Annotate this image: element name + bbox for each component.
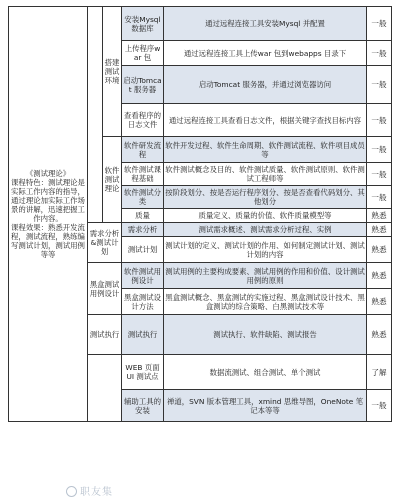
sub-topic: 质量 xyxy=(122,209,164,223)
sub-topic: 测试执行 xyxy=(122,315,164,355)
level-cell: 一般 xyxy=(367,186,392,209)
sub-topic: 安装Mysql数据库 xyxy=(122,7,164,41)
level-cell: 熟悉 xyxy=(367,315,392,355)
course-features: 课程特色：测试理论是实际工作内容的指导，通过理论加实际工作场景的讲解，迅速把握工作内容。 xyxy=(11,178,85,223)
topic-content: 通过远程连接工具查看日志文件，根据关键字查找目标内容 xyxy=(164,104,367,137)
topic-content: 质量定义、质量的价值、软件质量模型等 xyxy=(164,209,367,223)
sub-topic: 启动Tomcat 服务器 xyxy=(122,66,164,104)
sub-topic: 辅助工具的安装 xyxy=(122,390,164,422)
level-cell: 一般 xyxy=(367,390,392,422)
group-blackbox: 黑盒测试用例设计 xyxy=(88,263,122,315)
topic-content: 测试计划的定义、测试计划的作用、如何制定测试计划、测试计划的内容 xyxy=(164,237,367,263)
topic-content: 启动Tomcat 服务器，并通过浏览器访问 xyxy=(164,66,367,104)
sub-topic: 查看程序的日志文件 xyxy=(122,104,164,137)
topic-content: 黑盒测试概念、黑盒测试的实施过程、黑盒测试设计技术、黑盒测试的综合策略、白黑测试技术等 xyxy=(164,289,367,315)
topic-content: 软件测试概念及目的、软件测试质量、软件测试原则、软件测试工程师等 xyxy=(164,163,367,186)
sub-topic: 黑盒测试设计方法 xyxy=(122,289,164,315)
sub-topic: 软件研发流程 xyxy=(122,137,164,163)
group-theory: 软件测试理论 xyxy=(103,137,122,223)
level-cell: 一般 xyxy=(367,7,392,41)
level-cell: 熟悉 xyxy=(367,289,392,315)
level-cell: 熟悉 xyxy=(367,223,392,237)
topic-content: 测试执行、软件缺陷、测试报告 xyxy=(164,315,367,355)
topic-content: 测试用例的主要构成要素、测试用例的作用和价值、设计测试用例的原则 xyxy=(164,263,367,289)
sub-topic: 软件测试课程基础 xyxy=(122,163,164,186)
level-cell: 一般 xyxy=(367,66,392,104)
level-cell: 一般 xyxy=(367,137,392,163)
course-title: 《测试理论》 xyxy=(25,169,71,178)
level-cell: 熟悉 xyxy=(367,263,392,289)
watermark-logo-icon xyxy=(66,486,77,497)
course-effects: 课程效果：熟悉开发流程，测试流程，熟练编写测试计划，测试用例等等 xyxy=(11,223,85,259)
topic-content: 软件开发过程、软件生命周期、软件测试流程、软件项目成员等 xyxy=(164,137,367,163)
sub-topic: 测试计划 xyxy=(122,237,164,263)
topic-content: 按阶段划分、按是否运行程序划分、按是否查看代码划分、其他划分 xyxy=(164,186,367,209)
course-table xyxy=(8,6,392,422)
level-cell: 一般 xyxy=(367,163,392,186)
group-deploy: 搭建测试环境 xyxy=(103,7,122,137)
sub-topic: 需求分析 xyxy=(122,223,164,237)
level-cell: 熟悉 xyxy=(367,209,392,223)
sub-topic: 上传程序war 包 xyxy=(122,41,164,66)
level-cell: 一般 xyxy=(367,41,392,66)
topic-content: 通过远程连接工具上传war 包到webapps 目录下 xyxy=(164,41,367,66)
level-cell: 了解 xyxy=(367,355,392,390)
level-cell: 一般 xyxy=(367,104,392,137)
topic-content: 测试需求概述、测试需求分析过程、实例 xyxy=(164,223,367,237)
group-req-plan: 需求分析&测试计划 xyxy=(88,223,122,263)
sub-topic: 软件测试用例设计 xyxy=(122,263,164,289)
watermark-text: 职友集 xyxy=(80,487,113,498)
level-cell: 熟悉 xyxy=(367,237,392,263)
course-cell xyxy=(9,7,88,422)
topic-content: 数据流测试、组合测试、单个测试 xyxy=(164,355,367,390)
topic-content: 禅道，SVN 版本管理工具，xmind 思维导图，OneNote 笔记本等等 xyxy=(164,390,367,422)
watermark xyxy=(66,486,113,499)
sub-topic: 软件测试分类 xyxy=(122,186,164,209)
sub-topic: WEB 页面UI 测试点 xyxy=(122,355,164,390)
topic-content: 通过远程连接工具安装Mysql 并配置 xyxy=(164,7,367,41)
group-execute: 测试执行 xyxy=(88,315,122,355)
